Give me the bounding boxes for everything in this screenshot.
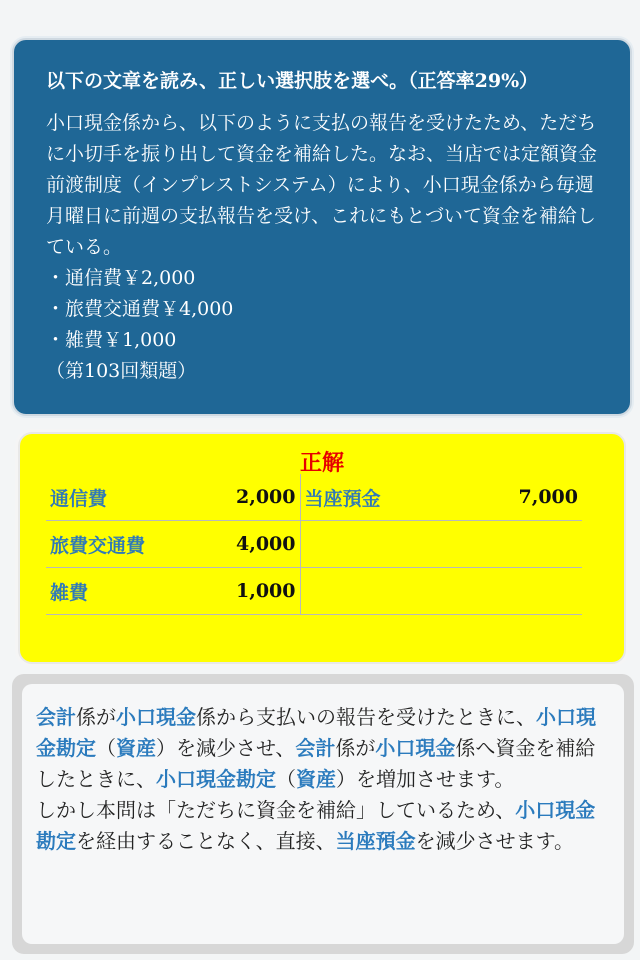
question-item-misc: ・雑費￥1,000 (46, 329, 177, 351)
credit-account: 当座預金 (300, 474, 450, 521)
explanation-text: 係へ資金を補給したときに、 (36, 736, 596, 791)
debit-account: 通信費 (46, 474, 200, 521)
explanation-text: しかし本問は「ただちに資金を補給」しているため、 (36, 798, 516, 822)
question-body: 小口現金係から、以下のように支払の報告を受けたため、ただちに小切手を振り出して資金を補給した。なお、当店では定額資金前渡制度（インプレストシステム）により、小口現金係から毎週月曜日に前週の支払報告を受け、これにもとづいて資金を補給している。 (46, 112, 598, 258)
explanation-text: （ (276, 767, 296, 791)
term-asset: 資産 (296, 767, 336, 791)
term-petty-cash: 小口現金 (116, 705, 196, 729)
debit-account: 旅費交通費 (46, 521, 200, 568)
question-title: 以下の文章を読み、正しい選択肢を選べ。（正答率29%） (46, 70, 539, 92)
term-checking-account: 当座預金 (335, 829, 416, 853)
term-accounting: 会計 (295, 736, 336, 760)
question-card (12, 38, 632, 416)
journal-row (46, 568, 582, 615)
term-petty-cash-account: 小口現金勘定 (156, 767, 276, 791)
term-petty-cash-account: 小口現金勘定 (36, 705, 596, 760)
journal-entry-table (46, 474, 582, 615)
explanation-frame (12, 674, 634, 954)
credit-amount (450, 568, 582, 615)
term-petty-cash: 小口現金 (375, 736, 456, 760)
term-petty-cash-account: 小口現金勘定 (36, 798, 596, 853)
journal-row (46, 521, 582, 568)
question-reference: （第103回類題） (46, 360, 197, 382)
explanation-text: ）を減少させ、 (156, 736, 296, 760)
explanation-text: 係が (76, 705, 116, 729)
explanation-text: ）を増加させます。 (336, 767, 515, 791)
term-accounting: 会計 (36, 705, 76, 729)
answer-heading: 正解 (299, 450, 344, 476)
term-asset: 資産 (116, 736, 156, 760)
explanation-paragraph-2 (36, 795, 610, 857)
explanation-card (22, 684, 624, 944)
credit-account (300, 521, 450, 568)
question-item-travel: ・旅費交通費￥4,000 (46, 298, 234, 320)
debit-amount: 4,000 (200, 521, 300, 568)
explanation-paragraph-1 (36, 702, 610, 795)
explanation-text: を減少させます。 (415, 829, 575, 853)
explanation-text: 係から支払いの報告を受けたときに、 (196, 705, 536, 729)
explanation-text: を経由することなく、直接、 (76, 829, 336, 853)
debit-amount: 2,000 (200, 474, 300, 521)
credit-account (300, 568, 450, 615)
debit-account: 雑費 (46, 568, 200, 615)
debit-amount: 1,000 (200, 568, 300, 615)
explanation-text: 係が (335, 736, 376, 760)
question-item-communication: ・通信費￥2,000 (46, 267, 196, 289)
credit-amount: 7,000 (450, 474, 582, 521)
explanation-text: （ (96, 736, 116, 760)
credit-amount (450, 521, 582, 568)
journal-row (46, 474, 582, 521)
